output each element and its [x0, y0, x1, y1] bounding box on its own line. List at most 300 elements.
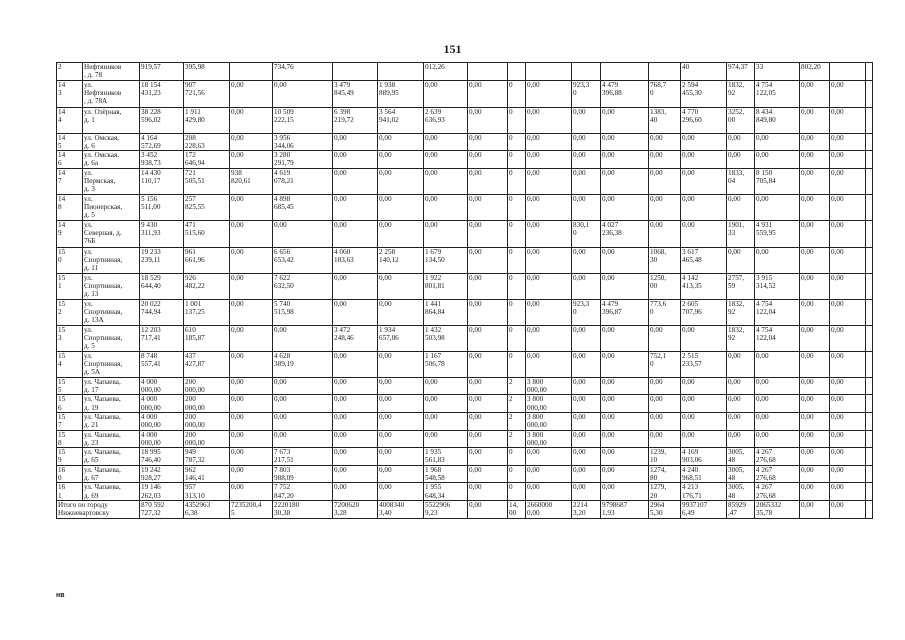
value-cell: 0,00 [230, 325, 273, 351]
value-cell: 1 167 506,78 [424, 351, 468, 377]
value-cell: 0,00 [424, 377, 468, 395]
value-cell: 1832, 92 [727, 80, 755, 107]
value-cell: 610 185,87 [184, 325, 230, 351]
value-cell: 0,00 [572, 465, 601, 483]
address-cell: ул. Чапаева, д. 19 [83, 395, 140, 413]
value-cell: 0,00 [830, 151, 866, 169]
value-cell: 0,00 [601, 168, 649, 194]
value-cell: 0,00 [800, 220, 830, 247]
value-cell: 0,00 [424, 194, 468, 220]
value-cell [866, 151, 873, 169]
value-cell [830, 63, 866, 81]
value-cell: 0 [508, 448, 526, 466]
address-cell: ул. Нефтяников , д. 78А [83, 80, 140, 107]
page-number: 151 [443, 42, 462, 56]
value-cell: 0,00 [378, 299, 424, 325]
value-cell: 0,00 [424, 80, 468, 107]
value-cell: 38 228 596,02 [140, 107, 184, 133]
total-value-cell: 2964 5,30 [649, 500, 681, 518]
total-value-cell: 9798687 1,93 [601, 500, 649, 518]
table-row [57, 351, 873, 377]
value-cell: 1239, 10 [649, 448, 681, 466]
value-cell: 0,00 [378, 351, 424, 377]
row-number-cell: 16 1 [57, 483, 83, 501]
value-cell: 0,00 [468, 351, 508, 377]
total-value-cell: 2065332 35,78 [755, 500, 800, 518]
value-cell: 0,00 [468, 273, 508, 299]
table-row [57, 465, 873, 483]
total-value-cell: 7200620 3,28 [333, 500, 378, 518]
value-cell: 0,00 [649, 194, 681, 220]
value-cell: 1 934 657,06 [378, 325, 424, 351]
value-cell: 1 935 561,83 [424, 448, 468, 466]
value-cell: 0,00 [230, 377, 273, 395]
value-cell: 2 594 455,30 [681, 80, 727, 107]
value-cell: 0,00 [526, 351, 572, 377]
value-cell: 7 622 632,50 [273, 273, 333, 299]
value-cell: 0,00 [649, 412, 681, 430]
row-number-cell: 16 0 [57, 465, 83, 483]
value-cell: 0,00 [800, 465, 830, 483]
value-cell: 4 000 000,00 [140, 377, 184, 395]
table-row [57, 395, 873, 413]
table-row [57, 133, 873, 151]
value-cell: 0,00 [601, 273, 649, 299]
value-cell: 0,00 [830, 247, 866, 273]
value-cell: 0,00 [601, 465, 649, 483]
value-cell: 4 000 000,00 [140, 412, 184, 430]
table-row [57, 168, 873, 194]
value-cell: 8 748 557,41 [140, 351, 184, 377]
value-cell: 0,00 [230, 107, 273, 133]
value-cell: 0,00 [572, 430, 601, 448]
value-cell: 40 [681, 63, 727, 81]
value-cell: 0,00 [727, 351, 755, 377]
value-cell: 0,00 [681, 220, 727, 247]
value-cell: 0,00 [572, 483, 601, 501]
value-cell: 0,00 [468, 168, 508, 194]
address-cell: ул. Спортивная, д. 5 [83, 325, 140, 351]
value-cell: 2 258 140,12 [378, 247, 424, 273]
value-cell: 1 968 548,58 [424, 465, 468, 483]
address-cell: ул. Спортивная, д. 5А [83, 351, 140, 377]
table-row [57, 299, 873, 325]
value-cell: 2 [508, 412, 526, 430]
value-cell: 012,26 [424, 63, 468, 81]
value-cell: 3005, 48 [727, 448, 755, 466]
row-number-cell: 14 5 [57, 133, 83, 151]
value-cell: 1279, 20 [649, 483, 681, 501]
value-cell: 4 754 122,04 [755, 325, 800, 351]
value-cell [866, 483, 873, 501]
value-cell: 1 432 503,98 [424, 325, 468, 351]
value-cell: 0,00 [649, 151, 681, 169]
value-cell: 0,00 [572, 133, 601, 151]
value-cell: 0,00 [681, 377, 727, 395]
value-cell: 0,00 [230, 151, 273, 169]
value-cell: 14 430 110,17 [140, 168, 184, 194]
value-cell: 0,00 [601, 377, 649, 395]
total-value-cell: 14, 00 [508, 500, 526, 518]
value-cell: 395,98 [184, 63, 230, 81]
value-cell: 907 721,56 [184, 80, 230, 107]
value-cell: 0,00 [378, 220, 424, 247]
table-row [57, 63, 873, 81]
value-cell: 4 754 122,04 [755, 299, 800, 325]
value-cell: 0,00 [468, 325, 508, 351]
value-cell [866, 220, 873, 247]
value-cell: 0,00 [800, 377, 830, 395]
value-cell: 0,00 [755, 247, 800, 273]
value-cell: 0,00 [378, 194, 424, 220]
value-cell: 0,00 [468, 299, 508, 325]
value-cell: 0,00 [800, 107, 830, 133]
value-cell: 0,00 [601, 194, 649, 220]
value-cell: 0,00 [830, 273, 866, 299]
value-cell: 0,00 [424, 395, 468, 413]
value-cell: 1 955 648,34 [424, 483, 468, 501]
value-cell: 5 156 511,00 [140, 194, 184, 220]
value-cell: 257 825,55 [184, 194, 230, 220]
value-cell: 0,00 [681, 430, 727, 448]
value-cell: 0,00 [526, 220, 572, 247]
address-cell: ул. Чапаева, д. 23 [83, 430, 140, 448]
table-row [57, 377, 873, 395]
value-cell: 3252, 00 [727, 107, 755, 133]
value-cell: 0,00 [727, 151, 755, 169]
empty-cell [866, 500, 873, 518]
value-cell: 0,00 [333, 299, 378, 325]
value-cell: 437 427,87 [184, 351, 230, 377]
value-cell: 0,00 [333, 151, 378, 169]
value-cell: 949 787,32 [184, 448, 230, 466]
value-cell [866, 325, 873, 351]
value-cell: 0,00 [378, 483, 424, 501]
value-cell: 919,57 [140, 63, 184, 81]
value-cell: 0,00 [601, 395, 649, 413]
value-cell: 1 911 429,80 [184, 107, 230, 133]
value-cell: 0,00 [649, 168, 681, 194]
value-cell: 0,00 [727, 133, 755, 151]
value-cell [866, 247, 873, 273]
value-cell: 938 820,61 [230, 168, 273, 194]
value-cell: 768,7 0 [649, 80, 681, 107]
total-value-cell: 0,00 [800, 500, 830, 518]
total-value-cell: 85929 ,47 [727, 500, 755, 518]
value-cell: 0,00 [727, 430, 755, 448]
value-cell: 0 [508, 151, 526, 169]
value-cell: 4 142 413,35 [681, 273, 727, 299]
value-cell: 0,00 [755, 133, 800, 151]
value-cell [866, 412, 873, 430]
value-cell [866, 133, 873, 151]
value-cell: 0,00 [230, 465, 273, 483]
value-cell: 4 754 122,05 [755, 80, 800, 107]
value-cell: 923,3 0 [572, 299, 601, 325]
value-cell: 1 922 801,81 [424, 273, 468, 299]
value-cell: 0,00 [572, 107, 601, 133]
value-cell: 5 740 515,98 [273, 299, 333, 325]
total-value-cell: 2220180 30,38 [273, 500, 333, 518]
table-row [57, 220, 873, 247]
value-cell: 0,00 [378, 430, 424, 448]
value-cell: 19 242 928,27 [140, 465, 184, 483]
value-cell: 3 564 941,02 [378, 107, 424, 133]
value-cell: 4 267 276,68 [755, 465, 800, 483]
value-cell: 0,00 [755, 151, 800, 169]
value-cell: 0,00 [755, 430, 800, 448]
value-cell: 200 000,00 [184, 395, 230, 413]
value-cell: 0,00 [830, 299, 866, 325]
value-cell: 0,00 [681, 151, 727, 169]
address-cell: ул. Спортивная, д. 11 [83, 247, 140, 273]
value-cell: 0,00 [800, 151, 830, 169]
row-number-cell: 15 0 [57, 247, 83, 273]
address-cell: ул. Пионерская, д. 5 [83, 194, 140, 220]
value-cell: 0,00 [526, 299, 572, 325]
value-cell: 0,00 [800, 168, 830, 194]
value-cell: 4 060 183,63 [333, 247, 378, 273]
value-cell: 4 213 176,71 [681, 483, 727, 501]
value-cell: 3 800 000,00 [526, 395, 572, 413]
value-cell: 0,00 [727, 395, 755, 413]
value-cell [866, 273, 873, 299]
value-cell: 0 [508, 325, 526, 351]
value-cell: 0,00 [681, 325, 727, 351]
value-cell: 0,00 [830, 80, 866, 107]
value-cell [866, 448, 873, 466]
value-cell: 1 441 864,84 [424, 299, 468, 325]
value-cell: 0,00 [230, 133, 273, 151]
address-cell: ул. Чапаева, д. 21 [83, 412, 140, 430]
row-number-cell: 14 3 [57, 80, 83, 107]
value-cell: 1068, 30 [649, 247, 681, 273]
value-cell: 0,00 [468, 483, 508, 501]
value-cell: 0,00 [755, 395, 800, 413]
total-value-cell: 5522906 9,23 [424, 500, 468, 518]
row-number-cell: 14 6 [57, 151, 83, 169]
value-cell: 0,00 [273, 80, 333, 107]
value-cell: 1832, 92 [727, 299, 755, 325]
value-cell: 0,00 [601, 325, 649, 351]
value-cell: 962 146,41 [184, 465, 230, 483]
value-cell: 0,00 [830, 107, 866, 133]
value-cell: 0,00 [526, 107, 572, 133]
table-row [57, 448, 873, 466]
value-cell: 3005, 48 [727, 465, 755, 483]
value-cell: 0,00 [468, 395, 508, 413]
value-cell: 0,00 [424, 151, 468, 169]
value-cell: 19 146 262,03 [140, 483, 184, 501]
value-cell: 0,00 [601, 430, 649, 448]
value-cell: 721 505,51 [184, 168, 230, 194]
value-cell: 0,00 [601, 247, 649, 273]
table-row [57, 107, 873, 133]
value-cell: 0,00 [230, 220, 273, 247]
table-row [57, 325, 873, 351]
value-cell: 2 639 636,93 [424, 107, 468, 133]
value-cell [508, 63, 526, 81]
value-cell: 0,00 [468, 107, 508, 133]
value-cell: 0,00 [273, 220, 333, 247]
value-cell: 957 313,10 [184, 483, 230, 501]
value-cell: 0,00 [572, 194, 601, 220]
value-cell: 10 509 222,15 [273, 107, 333, 133]
value-cell: 4 898 685,45 [273, 194, 333, 220]
value-cell: 0,00 [526, 80, 572, 107]
value-cell: 0 [508, 247, 526, 273]
value-cell [866, 107, 873, 133]
value-cell: 1274, 80 [649, 465, 681, 483]
total-value-cell: 2660000 0,00 [526, 500, 572, 518]
row-number-cell: 15 7 [57, 412, 83, 430]
value-cell: 0,00 [800, 430, 830, 448]
value-cell: 7 752 847,20 [273, 483, 333, 501]
value-cell: 0,00 [230, 80, 273, 107]
value-cell: 0,00 [468, 247, 508, 273]
value-cell: 4 169 903,06 [681, 448, 727, 466]
total-label-cell: Итого по городу Нижневартовску [57, 500, 140, 518]
value-cell: 0,00 [830, 133, 866, 151]
value-cell: 752,1 0 [649, 351, 681, 377]
value-cell: 4 267 276,68 [755, 483, 800, 501]
value-cell: 0,00 [333, 430, 378, 448]
value-cell: 0,00 [230, 273, 273, 299]
value-cell: 4 770 296,60 [681, 107, 727, 133]
value-cell: 2 515 233,57 [681, 351, 727, 377]
value-cell: 0,00 [649, 395, 681, 413]
value-cell: 0,00 [424, 430, 468, 448]
value-cell: 2 605 707,96 [681, 299, 727, 325]
value-cell: 0,00 [830, 325, 866, 351]
value-cell: 0,00 [333, 448, 378, 466]
value-cell: 0,00 [800, 133, 830, 151]
value-cell: 0,00 [424, 168, 468, 194]
value-cell: 0,00 [333, 273, 378, 299]
value-cell: 0,00 [572, 247, 601, 273]
value-cell: 0,00 [800, 351, 830, 377]
value-cell: 974,37 [727, 63, 755, 81]
value-cell: 1383, 40 [649, 107, 681, 133]
address-cell: ул. Чапаева, д. 17 [83, 377, 140, 395]
value-cell: 0,00 [830, 194, 866, 220]
value-cell: 0,00 [572, 395, 601, 413]
value-cell: 0,00 [378, 273, 424, 299]
value-cell: 0,00 [830, 220, 866, 247]
value-cell: 0,00 [681, 133, 727, 151]
value-cell: 0,00 [681, 168, 727, 194]
row-number-cell: 15 5 [57, 377, 83, 395]
value-cell [230, 63, 273, 81]
value-cell [866, 465, 873, 483]
value-cell: 0 [508, 133, 526, 151]
value-cell: 4 000 000,00 [140, 395, 184, 413]
row-number-cell: 15 2 [57, 299, 83, 325]
value-cell: 0,00 [378, 465, 424, 483]
address-cell: ул. Озёрная, д. 1 [83, 107, 140, 133]
value-cell: 3 915 314,52 [755, 273, 800, 299]
value-cell: 0,00 [727, 412, 755, 430]
value-cell: 0 [508, 168, 526, 194]
value-cell: 3 479 845,49 [333, 80, 378, 107]
value-cell: 0,00 [333, 194, 378, 220]
value-cell: 0,00 [378, 412, 424, 430]
value-cell: 0,00 [800, 80, 830, 107]
address-cell: Нефтяников , д. 78 [83, 63, 140, 81]
value-cell: 0 [508, 194, 526, 220]
value-cell: 4 240 968,51 [681, 465, 727, 483]
row-number-cell: 14 4 [57, 107, 83, 133]
value-cell: 18 995 746,40 [140, 448, 184, 466]
value-cell: 0,00 [601, 412, 649, 430]
value-cell: 6 398 219,72 [333, 107, 378, 133]
value-cell: 0,00 [572, 325, 601, 351]
value-cell [866, 168, 873, 194]
value-cell [866, 351, 873, 377]
value-cell: 0,00 [800, 194, 830, 220]
value-cell: 0,00 [572, 168, 601, 194]
value-cell: 0,00 [727, 194, 755, 220]
value-cell: 3 800 000,00 [526, 412, 572, 430]
value-cell: 7 803 988,09 [273, 465, 333, 483]
value-cell: 0,00 [273, 412, 333, 430]
row-number-cell: 2 [57, 63, 83, 81]
value-cell: 0,00 [649, 377, 681, 395]
value-cell: 0,00 [572, 151, 601, 169]
value-cell: 3 800 000,00 [526, 377, 572, 395]
value-cell: 18 529 644,40 [140, 273, 184, 299]
value-cell: 0,00 [230, 351, 273, 377]
table-row [57, 430, 873, 448]
value-cell: 0,00 [572, 351, 601, 377]
value-cell: 0,00 [830, 448, 866, 466]
value-cell: 0,00 [601, 107, 649, 133]
value-cell: 0,00 [468, 412, 508, 430]
value-cell: 0,00 [468, 133, 508, 151]
address-cell: ул. Омская, д. 6 [83, 133, 140, 151]
value-cell [333, 63, 378, 81]
value-cell: 0,00 [424, 133, 468, 151]
value-cell: 4 619 078,21 [273, 168, 333, 194]
value-cell [866, 80, 873, 107]
value-cell [649, 63, 681, 81]
value-cell: 4 628 389,19 [273, 351, 333, 377]
value-cell: 0,00 [830, 430, 866, 448]
value-cell: 0,00 [333, 395, 378, 413]
value-cell: 0,00 [727, 377, 755, 395]
address-cell: ул. Чапаева, д. 69 [83, 483, 140, 501]
footer-mark: нв [56, 592, 65, 599]
value-cell: 3 800 000,00 [526, 430, 572, 448]
value-cell: 0,00 [424, 220, 468, 247]
value-cell: 1 001 137,25 [184, 299, 230, 325]
value-cell: 0 [508, 351, 526, 377]
value-cell: 1901, 33 [727, 220, 755, 247]
value-cell: 0,00 [468, 448, 508, 466]
value-cell: 1 679 134,50 [424, 247, 468, 273]
value-cell: 8 150 705,84 [755, 168, 800, 194]
value-cell: 0,00 [800, 448, 830, 466]
value-cell: 3 617 465,48 [681, 247, 727, 273]
value-cell: 4 267 276,68 [755, 448, 800, 466]
value-cell: 0 [508, 107, 526, 133]
address-cell: ул. Чапаева, д. 65 [83, 448, 140, 466]
value-cell: 0,00 [424, 412, 468, 430]
total-value-cell: 9937107 6,49 [681, 500, 727, 518]
value-cell [866, 377, 873, 395]
value-cell: 1832, 92 [727, 325, 755, 351]
value-cell: 1 938 889,95 [378, 80, 424, 107]
